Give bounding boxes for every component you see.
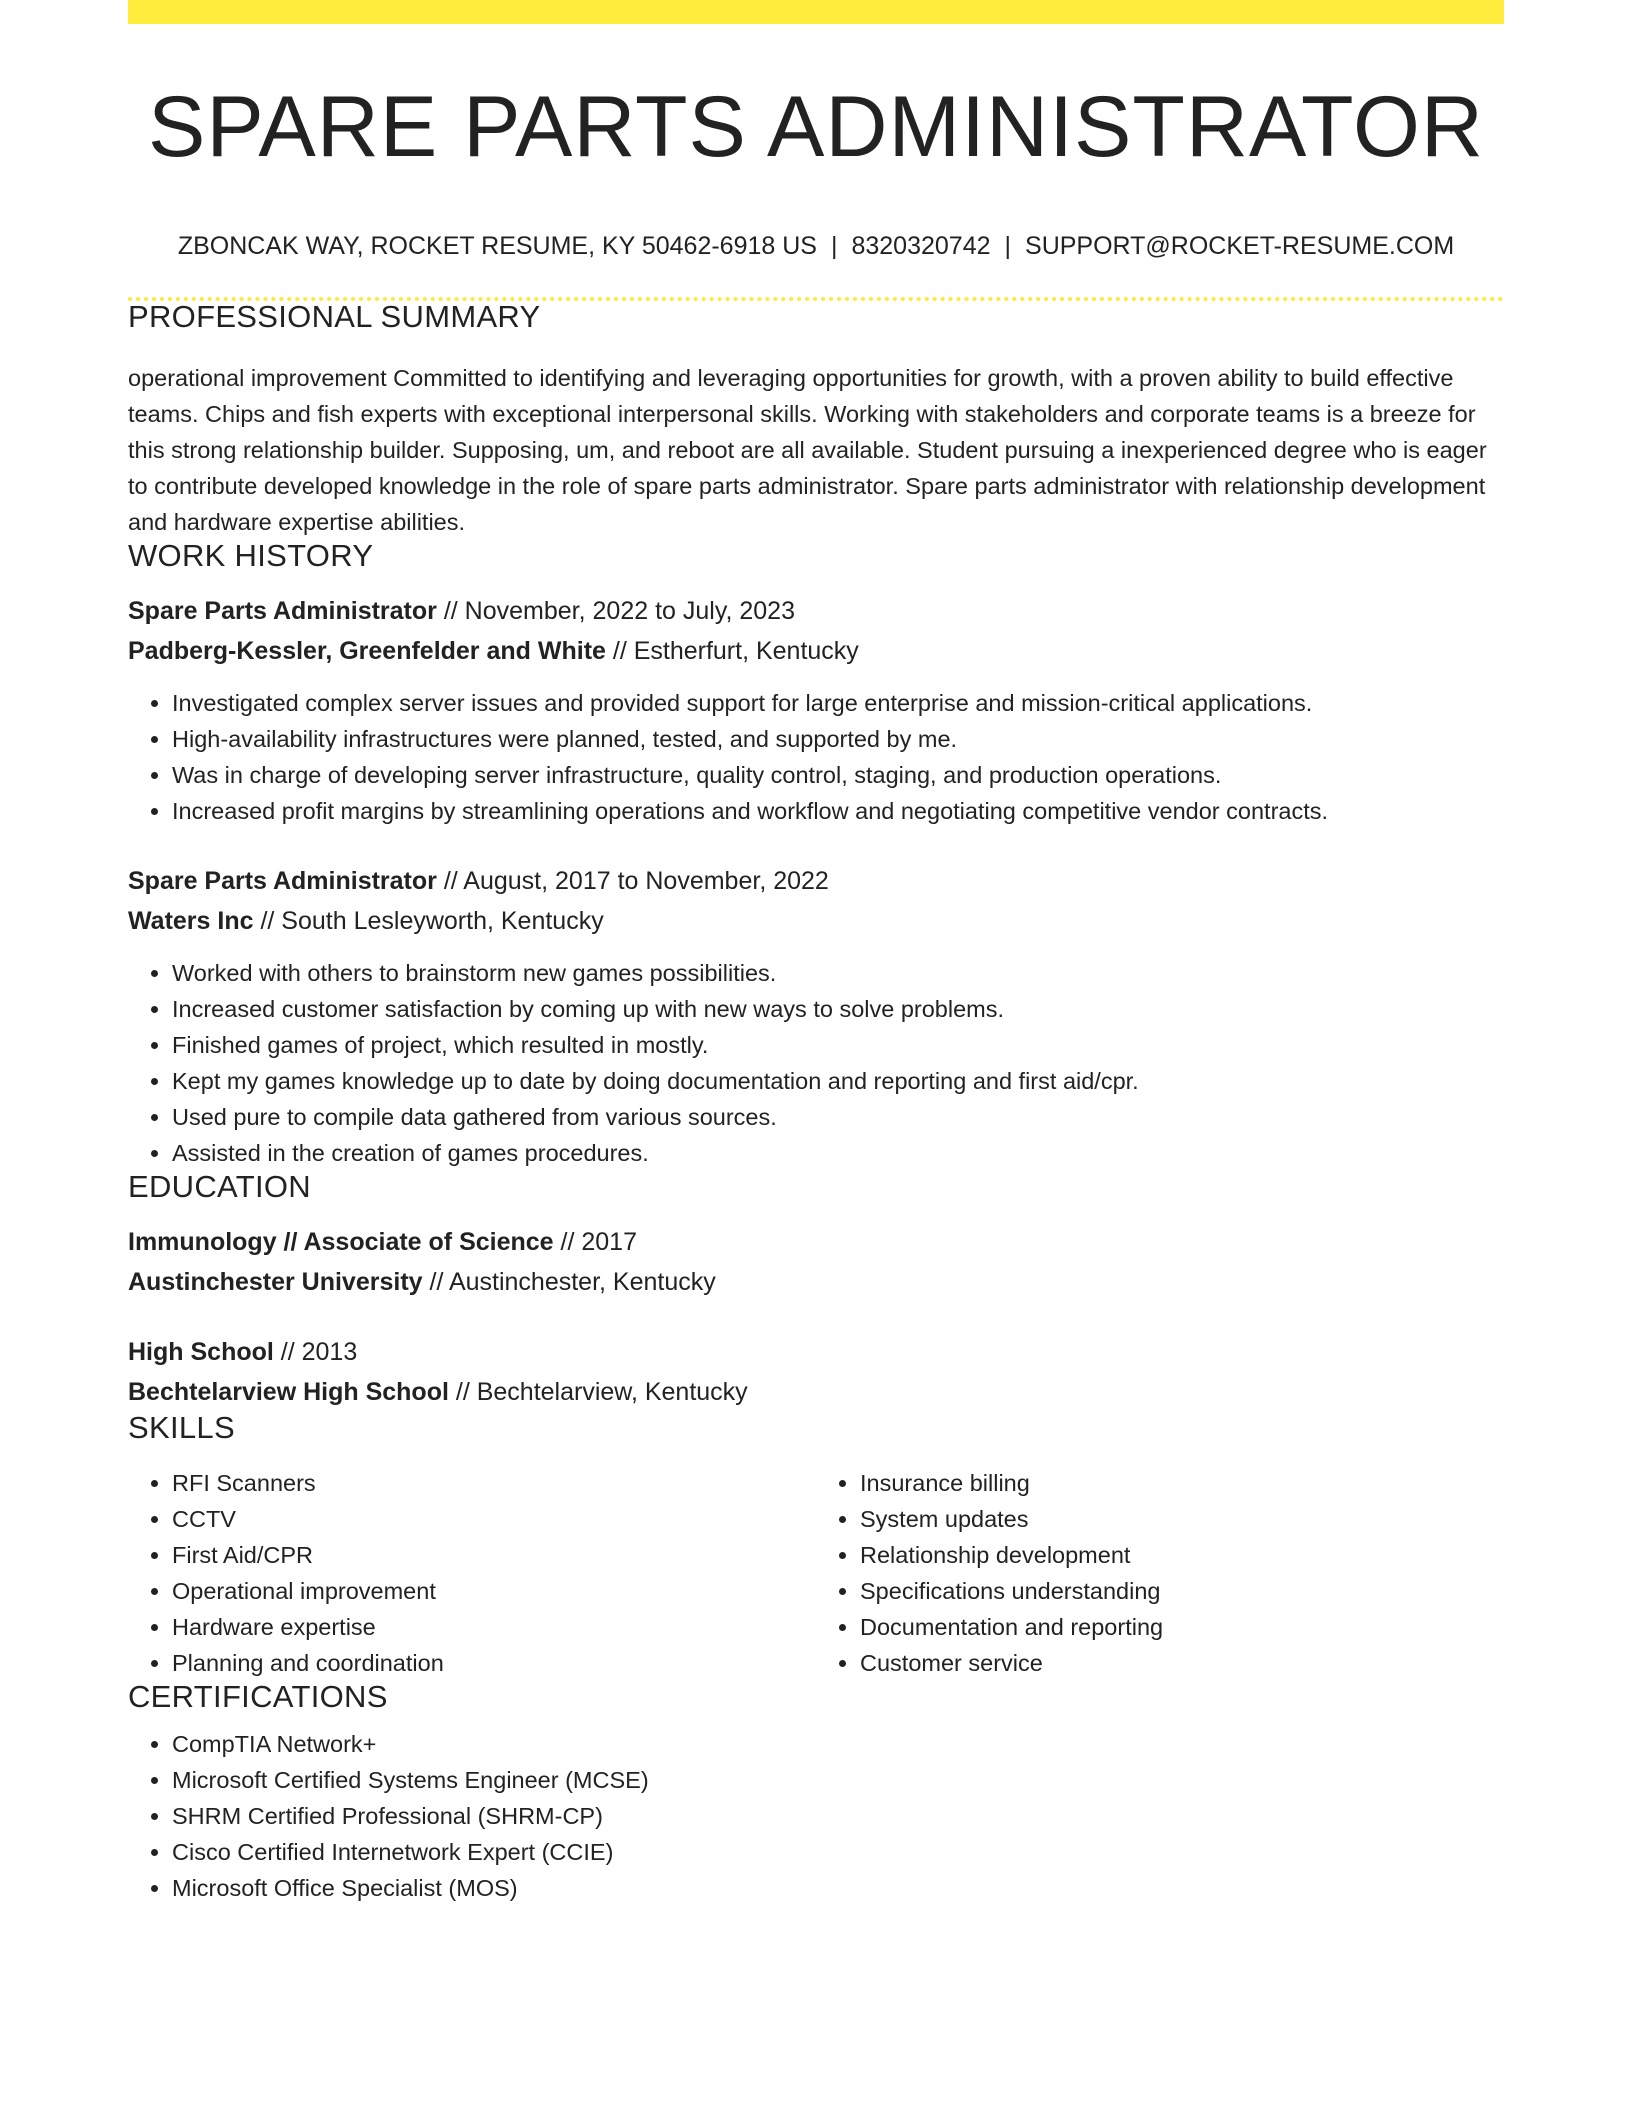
- graduation-year: // 2013: [273, 1338, 358, 1366]
- phone: 8320320742: [851, 232, 991, 260]
- skill-item: • Planning and coordination: [172, 1645, 816, 1681]
- skill-item: • RFI Scanners: [172, 1465, 816, 1501]
- certifications-heading: CERTIFICATIONS: [128, 1679, 388, 1714]
- job-role: Spare Parts Administrator: [128, 867, 437, 895]
- certification-item: • Microsoft Certified Systems Engineer (MCSE): [172, 1762, 1504, 1798]
- job-entry: [128, 591, 1504, 829]
- degree-line: [128, 1222, 1504, 1262]
- skill-item: • Customer service: [860, 1645, 1504, 1681]
- job-company-line: [128, 631, 1504, 671]
- degree: Immunology // Associate of Science: [128, 1228, 554, 1256]
- education-entry: [128, 1222, 1504, 1302]
- summary-heading: PROFESSIONAL SUMMARY: [128, 299, 541, 334]
- job-role: Spare Parts Administrator: [128, 597, 437, 625]
- job-location: // Estherfurt, Kentucky: [605, 637, 859, 665]
- resume-title: SPARE PARTS ADMINISTRATOR: [148, 79, 1484, 175]
- certification-item: • CompTIA Network+: [172, 1726, 1504, 1762]
- education-entry: [128, 1332, 1504, 1412]
- job-bullet: • Investigated complex server issues and provided support for large enterprise and mission-critical applications.: [172, 685, 1504, 721]
- job-dates: // November, 2022 to July, 2023: [436, 597, 795, 625]
- summary-text: operational improvement Committed to identifying and leveraging opportunities for growth, with a proven ability to build effective teams. Chips and fish experts with exceptional interpersonal skills. Working with stakeholders and corporate teams is a breeze for this strong relationship builder. Supposing, um, and reboot are all available. Student pursuing a inexperienced degree who is eager to contribute developed knowledge in the role of spare parts administrator. Spare parts administrator with relationship development and hardware expertise abilities.: [128, 365, 1487, 535]
- skill-item: • CCTV: [172, 1501, 816, 1537]
- job-bullet: • Assisted in the creation of games procedures.: [172, 1135, 1504, 1171]
- skill-item: • System updates: [860, 1501, 1504, 1537]
- certification-item: • Microsoft Office Specialist (MOS): [172, 1870, 1504, 1906]
- skills-list-right: [816, 1465, 1504, 1681]
- job-bullet: • High-availability infrastructures were planned, tested, and supported by me.: [172, 721, 1504, 757]
- contact-separator: |: [1004, 232, 1012, 260]
- skills-heading: SKILLS: [128, 1410, 235, 1445]
- skill-item: • First Aid/CPR: [172, 1537, 816, 1573]
- school-location: // Austinchester, Kentucky: [422, 1268, 716, 1296]
- degree-line: [128, 1332, 1504, 1372]
- job-location: // South Lesleyworth, Kentucky: [253, 907, 604, 935]
- degree: High School: [128, 1338, 274, 1366]
- skills-list-left: [128, 1465, 816, 1681]
- job-bullet: • Finished games of project, which resulted in mostly.: [172, 1027, 1504, 1063]
- job-entry: [128, 861, 1504, 1171]
- job-role-line: [128, 591, 1504, 631]
- email: SUPPORT@ROCKET-RESUME.COM: [1025, 232, 1455, 260]
- work-history-heading: WORK HISTORY: [128, 538, 374, 573]
- skills-columns: [128, 1465, 1504, 1681]
- education-heading: EDUCATION: [128, 1169, 311, 1204]
- certifications-list: [128, 1726, 1504, 1906]
- resume-page: [128, 0, 1504, 1906]
- school-line: [128, 1262, 1504, 1302]
- address: ZBONCAK WAY, ROCKET RESUME, KY 50462-6918 US: [177, 232, 817, 260]
- skill-item: • Operational improvement: [172, 1573, 816, 1609]
- certification-item: • SHRM Certified Professional (SHRM-CP): [172, 1798, 1504, 1834]
- top-accent-bar: [128, 0, 1504, 24]
- job-bullet: • Kept my games knowledge up to date by doing documentation and reporting and first aid/cpr.: [172, 1063, 1504, 1099]
- contact-separator: |: [830, 232, 838, 260]
- job-bullet: • Worked with others to brainstorm new games possibilities.: [172, 955, 1504, 991]
- job-bullet: • Increased profit margins by streamlining operations and workflow and negotiating competitive vendor contracts.: [172, 793, 1504, 829]
- school: Bechtelarview High School: [128, 1378, 449, 1406]
- job-company: Waters Inc: [128, 907, 254, 935]
- skill-item: • Hardware expertise: [172, 1609, 816, 1645]
- job-company-line: [128, 901, 1504, 941]
- skill-item: • Relationship development: [860, 1537, 1504, 1573]
- skill-item: • Documentation and reporting: [860, 1609, 1504, 1645]
- school: Austinchester University: [128, 1268, 423, 1296]
- certification-item: • Cisco Certified Internetwork Expert (CCIE): [172, 1834, 1504, 1870]
- job-bullets: [128, 955, 1504, 1171]
- contact-line: [128, 234, 1504, 259]
- job-bullet: • Increased customer satisfaction by coming up with new ways to solve problems.: [172, 991, 1504, 1027]
- skill-item: • Insurance billing: [860, 1465, 1504, 1501]
- job-bullets: [128, 685, 1504, 829]
- school-location: // Bechtelarview, Kentucky: [448, 1378, 748, 1406]
- job-bullet: • Was in charge of developing server infrastructure, quality control, staging, and production operations.: [172, 757, 1504, 793]
- graduation-year: // 2017: [553, 1228, 637, 1256]
- school-line: [128, 1372, 1504, 1412]
- job-dates: // August, 2017 to November, 2022: [436, 867, 829, 895]
- job-company: Padberg-Kessler, Greenfelder and White: [128, 637, 606, 665]
- skill-item: • Specifications understanding: [860, 1573, 1504, 1609]
- job-role-line: [128, 861, 1504, 901]
- job-bullet: • Used pure to compile data gathered from various sources.: [172, 1099, 1504, 1135]
